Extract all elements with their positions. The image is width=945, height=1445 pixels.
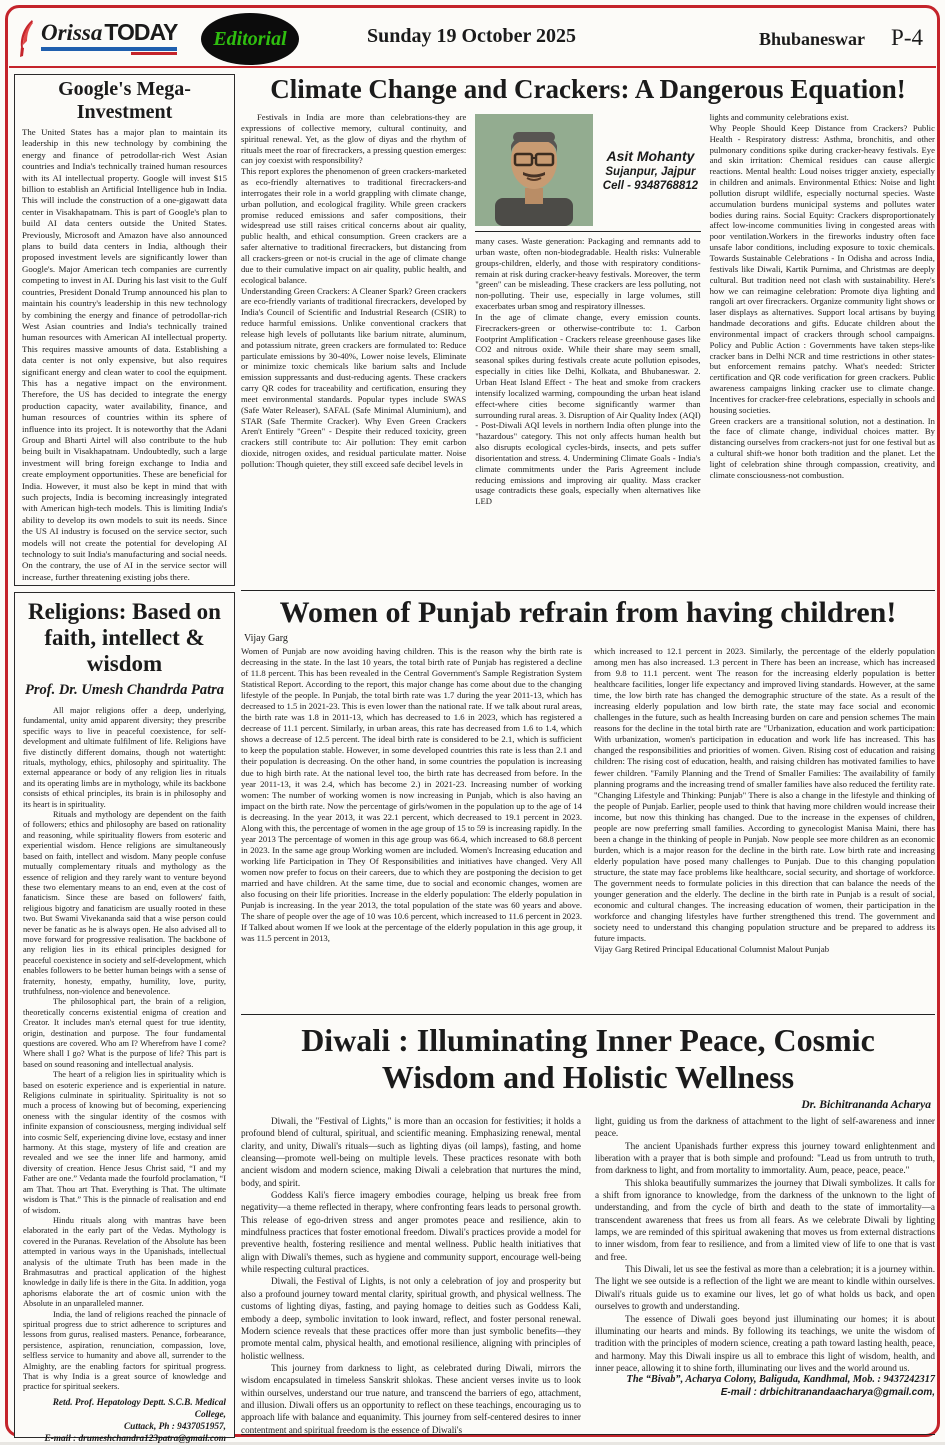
author-name: Asit Mohanty bbox=[606, 148, 695, 164]
paragraph: India, the land of religions reached the pinnacle of spiritual progress due to strict adherence to scriptures and lessons from gurus, realised masters. Penance, forbearance, persistence, aspiration, renunciation, compassion, love, selfless service to humanity and above all, surrender to the Almighty, are the enabling factors for spiritual progress. That is why India is a great source of knowledge and practice for spiritual seekers. bbox=[23, 1309, 226, 1392]
article-title: Diwali : Illuminating Inner Peace, Cosmic Wisdom and Holistic Wellness bbox=[301, 1022, 875, 1095]
paragraph: Understanding Green Crackers: A Cleaner Spark? Green crackers are eco-friendly variants of traditional firecrackers, developed by India's Council of Scientific and Industrial Research (CSIR) to reduce harmful emissions. Unlike conventional crackers that release high levels of pollutants like barium nitrate, aluminum, and potassium nitrate, green crackers are formulated to: Reduce particulate emissions by 30-40%, Lower noise levels, Eliminate or minimize toxic chemicals like barium salts and Include emission suppressants and dust-reducing agents. These crackers carry QR codes for traceability and certification, ensuring they meet environmental standards. Popular types include SWAS (Safe Water Releaser), SAFAL (Safe Minimal Aluminium), and STAR (Safe Thermite Cracker). Why Even Green Crackers Aren't Entirely "Green" - Despite their reduced toxicity, green crackers still contribute to: Air pollution: They emit carbon dioxide, nitrogen oxides, and residual particulate matter. Noise pollution: Though quieter, they still exceed safe decibel levels in bbox=[241, 285, 467, 469]
paragraph: Hindu rituals along with mantras have been elaborated in the early part of the Vedas. Mythology is covered in the Puranas. Revelation of the Absolute has been attempted in various ways in the Upanishads, intellectual analysis of the ultimate Truth has been made in the Brahmasutras and practical application of the highest knowledge in daily life is there in the Gita. In addition, yoga aphorisms elaborate the art of cosmic union with the Absolute in an unparalleled manner. bbox=[23, 1215, 226, 1309]
column-right bbox=[595, 1115, 935, 1436]
logo-orissa-text: Orissa bbox=[41, 20, 103, 45]
paragraph: many cases. Waste generation: Packaging and remnants add to urban waste, often non-biodegradable. Health risks: Vulnerable groups-children, elderly, and those with respiratory conditions-remain at risk during cracker-heavy festivals. Moreover, the term "green" can be misleading. These crackers are less polluting, not non-polluting. Their use, especially in large volumes, still exacerbates urban smog and respiratory illnesses. bbox=[475, 236, 701, 312]
logo-underline-bar bbox=[41, 47, 177, 51]
paragraph: Diwali, the Festival of Lights, is not only a celebration of joy and prosperity but also a profound journey toward mental clarity, spiritual growth, and physical wellness. The customs of lighting diyas, fasting, and paying homage to deities such as Goddess Kali, embody a deep, symbolic invitation to look inward, reflect, and foster personal renewal. Modern science reveals that these practices offer more than just symbolic benefits—they promote mental calm, physical health, and emotional resilience, aligning with principles of holistic wellness. bbox=[241, 1276, 581, 1361]
article-byline: Vijay Garg bbox=[244, 633, 288, 644]
newspaper-logo bbox=[18, 19, 177, 64]
article-title: Google's Mega-Investment bbox=[58, 78, 191, 123]
paragraph: This Diwali, let us see the festival as more than a celebration; it is a journey within. The light we see outside is a reflection of the light we are meant to kindle within ourselves. Diwali's rituals guide us to examine our lives, let go of what holds us back, and open ourselves to growth and understanding. bbox=[595, 1264, 935, 1312]
feather-icon bbox=[18, 19, 38, 64]
editorial-badge bbox=[201, 13, 299, 65]
paragraph: Why People Should Keep Distance from Crackers? Public Health - Respiratory distress: Asthma, bronchitis, and other pulmonary conditions spike during cracker-heavy festivals. Eye and skin irritation: Chemical residues can cause allergic reactions. Mental health: Loud noises trigger anxiety, especially in children and animals. Environmental Ethics: Noise and light pollution disrupt wildlife, especially nocturnal species. Waste accumulation burdens municipal systems and pollutes water bodies during rains. Social Equity: Crackers disproportionately affect low-income communities living in congested areas with poor ventilation.Workers in the fireworks industry often face unsafe labor conditions, including exposure to toxic chemicals. Towards Sustainable Celebrations - In Odisha and across India, festivals like Diwali, Kartik Purnima, and Christmas are deeply cultural. But tradition need not clash with sustainability. Here's how we can reimagine celebration: Promote diya lighting and rangoli art over firecrackers. Organize community light shows or laser displays as alternatives. Support local artisans by buying handmade decorations and gifts. Educate children about the environmental impact of crackers through school campaigns. Policy and Public Action : Governments have taken steps-like cracker bans in Delhi NCR and time restrictions in other states-but enforcement remains patchy. What's needed: Stricter certification and QR code verification for green crackers. Public awareness campaigns linking cracker use to climate change. Incentives for cracker-free celebrations, especially in schools and housing societies. bbox=[709, 122, 935, 415]
paragraph: light, guiding us from the darkness of attachment to the light of self-awareness and inner peace. bbox=[595, 1116, 935, 1139]
article-title: Religions: Based on faith, intellect & wisdom bbox=[28, 599, 221, 676]
author-signoff: Vijay Garg Retired Principal Educational Columnist Malout Punjab bbox=[594, 944, 830, 955]
paragraph: Diwali, the "Festival of Lights," is more than an occasion for festivities; it holds a profound blend of cultural, spiritual, and scientific meaning. Emphasizing renewal, mental clarity, and unity, Diwali's rituals—such as lighting diyas (oil lamps), fasting, and home cleansing—promote well-being on multiple levels. These practices resonate with both ancient wisdom and modern science, making Diwali a celebration that nurtures the mind, body, and spirit. bbox=[241, 1116, 581, 1188]
paragraph: In the age of climate change, every emission counts. Firecrackers-green or otherwise-contribute to: 1. Carbon Footprint Amplification - Crackers release greenhouse gases like CO2 and nitrous oxide. While their share may seem small, seasonal spikes during festivals create acute pollution episodes, especially in cities like Delhi, Kolkata, and Bhubaneswar. 2. Urban Heat Island Effect - The heat and smoke from crackers intensify localized warming, compounding the urban heat island effect-where cities become significantly warmer than surrounding rural areas. 3. Disruption of Air Quality Index (AQI) - Post-Diwali AQI levels in northern India often plunge into the "hazardous" category. This not only affects human health but also disrupts ecological cycles-birds, insects, and pets suffer disorientation and stress. 4. Undermining Climate Goals - India's climate commitments under the Paris Agreement include reducing emissions and improving air quality. Mass cracker usage contradicts these goals, especially when alternatives like LED bbox=[475, 311, 701, 507]
column-left bbox=[241, 1115, 581, 1436]
paragraph: Rituals and mythology are dependent on the faith of followers; ethics and philosophy are based on rationality and reasoning, while spirituality flowers from esoteric and experiential wisdom. Hence religions are simultaneously based on faith, intellect and wisdom. Many people confuse mutually complementary rituals and mythology as the essence of religion and they rarely want to venture beyond these two elementary means to an end, even at the cost of fanaticism. Since these are based on followers' faith, religious bigotry and fanaticism are usually rooted in these two. But Swami Vivekananda said that a wise person could never be fanatic as he is always open. He also advised all to move forward for progressive realisation. The backbone of any religion lies in its ethical principles designed for peaceful coexistence in society and self-development, which enables followers to be better human beings with a sense of fraternity, honesty, empathy, humility, love, purity, truthfulness, non-violence and benevolence. bbox=[23, 810, 226, 996]
paragraph: which increased to 12.1 percent in 2023. Similarly, the percentage of the elderly population among men has also increased. 1.3 percent in There has been an increase, which has increased from 9.8 to 11.1 percent. went The reason for the increasing elderly population is better healthcare facilities, longer life expectancy and improved living standards. However, at the same time, the low birth rate has changed the demographic structure of the state. As a result of the increasing elderly population and low birth rate, the state may face social and economic challenges in the future, such as health Increasing burden on care and pension schemes The main reasons for the decline in the total birth rate are "Urbanization, education and work participation: With urbanization, women's participation in education and work life has increased. This has changed the responsibilities and priorities of women. Given. Rising cost of education and raising children: The rising cost of education, health, and raising children has motivated families to have fewer children. "Family Planning and the Trend of Smaller Families: The availability of family planning programs and the increasing trend of smaller families have also reduced the fertility rate. "Changing Lifestyle and Thinking: Punjab" There is also a change in the lifestyle and thinking of the people of Punjab. Earlier, people used to think that having more children would increase their income, but now this thinking has changed. Due to the increase in the expenses of children, people are now preferring small families. According to gynecologist Manisa Maini, there has been a change in the thinking of people in Punjab. Now people see more children as an economic burden, which is a major reason for the decline in the birth rate. Low birth rate and increasing elderly population have posed many challenges to Punjab. Due to this changing population structure, the state may face problems like healthcare, social security, and shortage of workforce. The government needs to formulate policies in this direction that can balance the needs of the younger generation and the elderly. The decline in the birth rate in Punjab is a result of social, economic and cultural changes. The increasing education of women, their participation in the workforce and changing lifestyles have further strengthened this trend. The government and society need to understand this changing population structure and be prepared to address its future impacts. bbox=[594, 646, 935, 944]
paragraph: The ancient Upanishads further express this journey toward enlightenment and liberation with a prayer that is both simple and profound: "Lead us from untruth to truth, from darkness to light, and from mortality to immortality. Aum, peace, peace, peace." bbox=[595, 1140, 935, 1176]
article-byline: Prof. Dr. Umesh Chandrda Patra bbox=[24, 682, 224, 698]
paragraph: This report explores the phenomenon of green crackers-marketed as eco-friendly alternatives to traditional firecrackers-and interrogates their role in a world grappling with climate change, urban pollution, and ecological fragility. While green crackers promise reduced emissions and safer compositions, their widespread use still raises critical concerns about air quality, public health, and ethical consumption. Green crackers are a safer alternative to traditional firecrackers, but distancing from all crackers-green or not-is crucial in the age of climate change due to their cumulative impact on air quality, public health, and ecological balance. bbox=[241, 166, 467, 285]
edition-city: Bhubaneswar bbox=[759, 29, 866, 49]
logo-tagline-bar bbox=[131, 52, 177, 55]
editorial-badge-label: Editorial bbox=[213, 27, 287, 50]
contact-line: The “Bivab”, Acharya Colony, Baliguda, Kandhmal, Mob. : 9437242317 bbox=[626, 1374, 935, 1386]
paragraph: The essence of Diwali goes beyond just illuminating our homes; it is about illuminating our hearts and minds. By following its teachings, we unite the wisdom of tradition with the principles of modern science, creating a path toward lasting health, peace, and harmony. May this Diwali inspire us all to embrace this light of wisdom, health, and inner peace, allowing it to shine forth, illuminating our lives and the world around us. bbox=[595, 1313, 935, 1373]
author-box-divider bbox=[475, 231, 700, 232]
column-1 bbox=[241, 112, 466, 507]
paragraph: lights and community celebrations exist. bbox=[709, 112, 849, 122]
author-place: Sujanpur, Jajpur bbox=[605, 166, 696, 178]
author-box bbox=[475, 114, 700, 226]
article-women-punjab bbox=[241, 590, 935, 1015]
paragraph: This shloka beautifully summarizes the journey that Diwali symbolizes. It calls for a shift from ignorance to knowledge, from the darkness of the unknown to the light of understanding, and from the cycle of birth and death to the state of immortality—a transcendent awareness that frees us from all fears. As we celebrate Diwali by lighting lamps, we are reminded of this spiritual awakening that moves us from external distractions to inner wisdom, from fear to resilience, and from a limited view of life to one that is vast and free. bbox=[595, 1177, 935, 1262]
paragraph: This journey from darkness to light, as celebrated during Diwali, mirrors the wisdom encapsulated in timeless Sanskrit shlokas. These ancient verses invite us to look within ourselves, understand our true nature, and transcend the barriers of ego, attachment, and illusion. Diwali offers us an opportunity to reflect on these teachings, encouraging us to approach life with balance and equanimity. This journey from self-centered desires to inner contentment and spiritual freedom is the essence of Diwali's bbox=[241, 1362, 581, 1435]
page-number: P-4 bbox=[891, 25, 923, 50]
contact-line: Retd. Prof. Hepatology Deptt. S.C.B. Medical College, bbox=[52, 1397, 226, 1420]
column-left bbox=[241, 646, 582, 955]
contact-line: Cuttack, Ph : 9437051957, bbox=[123, 1421, 226, 1432]
author-phone: Cell - 9348768812 bbox=[602, 180, 699, 192]
logo-today-text: TODAY bbox=[104, 19, 178, 45]
paragraph: Green crackers are a transitional solution, not a destination. In the face of climate change, individual choices matter. By distancing ourselves from crackers-not just for one festival but as a cultural shift-we honor both tradition and the planet. Let the light of celebration shine through compassion, creativity, and climate consciousness-not combustion. bbox=[709, 415, 935, 480]
column-2 bbox=[475, 112, 700, 507]
author-photo bbox=[475, 114, 593, 226]
header-divider bbox=[9, 66, 936, 68]
article-google-mega-investment bbox=[14, 74, 235, 586]
paragraph: The philosophical part, the brain of a religion, theoretically concerns existential enigma of creation and Creator. It includes man's eternal quest for true identity, origin, destination and purpose. The four fundamental questions are covered. Who am I? Wherefrom have I come? Where shall I go? What is the purpose of life? This part is based on sound reasoning and intellectual analysis. bbox=[23, 997, 226, 1069]
article-body: The United States has a major plan to maintain its leadership in this new technology by combining the energy and finance of petrodollar-rich West Asian countries and India's technically trained human resources with its AI intellectual property. Google will invest $15 billion to establish an Artificial Intelligence hub in India. This will include the construction of a one-gigawatt data center in Visakhapatnam. This is part of Google's plan to build AI data centers outside the United States. Previously, Microsoft and Amazon have also announced plans to build data centers in India, although their proposed investment levels are significantly lower than Google's. Major American tech companies are currently competing to invest in AI. During his last visit to the Gulf countries, President Donald Trump announced his plan to maintain his country's leadership in this new technology by combining the energy and finance of petrodollar-rich West Asian countries and India's technically trained human resources with American AI intellectual property. This requires massive amounts of data. Establishing a data center is not only expensive, but also requires significant energy and clean water to cool the equipment. This has a negative impact on the environment. Therefore, the US has decided to integrate the energy production capacity, water availability, finance, and human resources of countries within its sphere of influence into its project. It is noteworthy that the Adani Group and Bharti Airtel will also contribute to the hub being built in Visakhapatnam. Undoubtedly, such a large investment will bring foreign exchange to India and create employment opportunities. These are beneficial for India. However, it must also be kept in mind that with such projects, India is becoming increasingly integrated with American high-tech models. This is limiting India's ability to develop its own models to suit its needs. Since the US AI industry is focused on the service sector, such models will not create the potential for developing AI technology to suit India's manufacturing and social needs. On the contrary, the use of AI in the service sector will increase, further threatening existing jobs there. bbox=[22, 127, 227, 582]
author-contact bbox=[23, 1397, 226, 1445]
column-right bbox=[594, 646, 935, 955]
article-climate-crackers bbox=[241, 74, 935, 589]
contact-line: E-mail : drumeshchandra123patra@gmail.com bbox=[44, 1433, 226, 1444]
paragraph: All major religions offer a deep, underlying, fundamental, unity amid apparent diversity; they prescribe specific ways to live in peaceful coexistence, for self-development and ultimate fulfilment of life. Religions have five distinctly different domains, though not watertight: rituals, mythology, ethics, philosophy and spirituality. The external appearance or body of any religion lies in rituals and its operating limbs are in mythology, while its backbone consists of ethical principles, its brain is in philosophy and its heart is in spirituality. bbox=[23, 706, 226, 809]
article-title: Women of Punjab refrain from having children! bbox=[279, 596, 897, 629]
article-title: Climate Change and Crackers: A Dangerous Equation! bbox=[270, 74, 906, 104]
paragraph: The heart of a religion lies in spirituality which is based on esoteric experience and is experiential in nature. Religions culminate in spirituality. Spirituality is not so much a process of knowing but of becoming, experiencing oneness with the singular identity of the cosmos with infinite expansion of consciousness, merging individual self into cosmic Self, experiencing divine love, ecstasy and inner harmony. At this stage, mystery of life and creation are revealed and we see the inner life and harmony, amid diversity of creation. Hence Jesus Christ said, “I and my Father are one.” Vedanta made the fourfold proclamation, “I am That. Thou art That. Everything is That. The ultimate wisdom is That.” This is the pinnacle of realisation and end of wisdom. bbox=[23, 1070, 226, 1215]
author-contact bbox=[595, 1374, 935, 1399]
paragraph: Festivals in India are more than celebrations-they are expressions of collective memory, cultural continuity, and spiritual renewal. Yet, as the glow of diyas and the rhythm of rituals meet the roar of firecrackers, a pressing question emerges: can joy coexist with responsibility? bbox=[241, 112, 467, 166]
paragraph: Goddess Kali's fierce imagery embodies courage, helping us break free from negativity—a theme reflected in therapy, where confronting fears leads to personal growth. This release of ego-driven stress and anger promotes peace and resilience, akin to mindfulness practices that foster emotional freedom. Diwali's practices provide a model for preventive health, fostering resilience and mental wellness. Public health initiatives that align with Diwali's themes, such as hygiene and community support, encourage well-being while respecting cultural practices. bbox=[241, 1190, 581, 1275]
contact-line: E-mail : drbichitranandaacharya@gmail.com, bbox=[720, 1386, 935, 1398]
masthead bbox=[16, 13, 927, 63]
edition-date: Sunday 19 October 2025 bbox=[366, 25, 577, 47]
article-diwali-wellness bbox=[241, 1018, 935, 1435]
column-3 bbox=[710, 112, 935, 507]
article-religions bbox=[14, 592, 235, 1444]
paragraph: Women of Punjab are now avoiding having children. This is the reason why the birth rate is decreasing in the state. In the last 10 years, the total birth rate of Punjab has registered a decline of 11.8 percent. This has been revealed in the Central Government's Sample Registration System Statistical Report. According to the report, this major change has come about due to the changing lifestyle of the people. In Punjab, the total birth rate was 1.7 during the year 2011-13, which has decreased to 1.5 in 2021-23. This is even lower than the national rate. If we talk about rural areas, the birth rate was 1.8 in 2011-13, which has decreased to 1.6 in 2023, which has registered a decrease of 11.1 percent. Similarly, in urban areas, this rate has decreased from 1.6 to 1.4, which shows a decrease of 12.5 percent. The ideal birth rate is considered to be 2.1, which is sufficient to keep the population stable. However, in some developed countries this rate is less than 2.1 and their population is decreasing. On the other hand, in some countries the population is increasing due to high birth rate. At the national level too, the birth rate has decreased from before. In the year 2011-13, it was 2.4, which has become 2.) in 2021-23. Increasing number of working women: The number of working women is now increasing in Punjab, which is also having an impact on the birth rate. Now the percentage of girls/women in the population up to the age of 14 is decreasing. In the year 2013, it was 22.1 percent, which decreased to 19.1 percent in 2023. Along with this, the percentage of women in the age group of 15 to 59 is increasing rapidly. In the year 2013 The percentage of women in this age group was 66.4, which increased to 68.8 percent in 2023. In the same age group Working women are included. Women's Increasing education and working life Participation in They Of Responsibilities and initiatives have changed. Very All women now prefer to focus on their careers, due to which they are postponing the decision to get married and have children. At the same time, due to social and economic changes, women are also focusing on their life priorities. Increase in the elderly population: The elderly population in Punjab is increasing. In the year 2013, the total population of the state was 60 years and above. The share of people over the age of 10 was 10.6 percent, which increased to 11.6 percent in 2023. If Talked about women If we look at the percentage of the elderly population in this age group, it was 11.5 percent in 2013, bbox=[241, 646, 582, 944]
article-byline: Dr. Bichitrananda Acharya bbox=[801, 1099, 931, 1111]
